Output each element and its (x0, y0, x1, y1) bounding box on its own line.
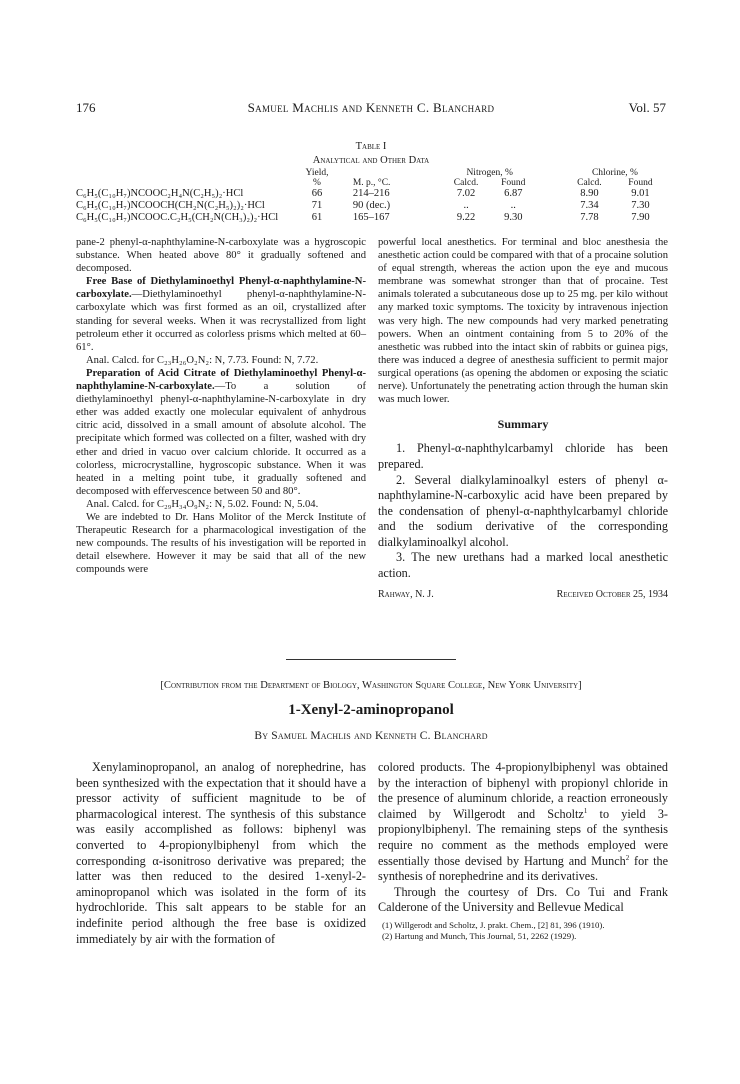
volume-label: Vol. 57 (628, 100, 666, 115)
chlorine-header: Chlorine, % (591, 168, 638, 178)
paragraph-text: to yield 3-propionylbiphenyl. The remaining steps of the synthesis require no comment as the methods employed were essentially those devised by Hartung and Munch (378, 806, 668, 868)
paragraph (378, 760, 668, 885)
analysis-line: Anal. Calcd. for C₂₉H₃₄O₉N₂: N, 5.02. Found: N, 5.04. (86, 498, 319, 510)
n-calcd-cell: .. (463, 200, 469, 211)
cl-calcd-header: Calcd. (577, 178, 602, 188)
n-found-header: Found (501, 178, 526, 188)
cl-found-cell: 7.90 (631, 212, 650, 223)
paragraph-text: for the synthesis of norephedrine and its derivatives. (378, 853, 668, 884)
yield-unit-header: % (313, 178, 321, 188)
paragraph-text: —Diethylaminoethyl phenyl-α-naphthylamine-N-carboxylate which was first formed as an oil, crystallized after standing for several weeks. When it was recrystallized from light petroleum ether it occurred as colorless prisms which melted at 60–61°. (76, 289, 366, 353)
yield-cell: 66 (311, 188, 323, 199)
mp-header: M. p., °C. (352, 178, 391, 188)
summary-item: 3. The new urethans had a marked local anesthetic action. (378, 550, 668, 581)
summary-heading: Summary (497, 417, 549, 432)
paragraph: Through the courtesy of Drs. Co Tui and Frank Calderone of the University and Bellevue Medical (378, 884, 668, 915)
yield-cell: 61 (311, 212, 323, 223)
cl-found-cell: 7.30 (631, 200, 650, 211)
paragraph-text: —To a solution of diethylaminoethyl phenyl-α-naphthylamine-N-carboxylate in dry ether was added exactly one molecular equivalent of anhydrous citric acid, dissolved in a small amount of absolute alcohol. The precipitate which formed was collected on a filter, washed with dry ether and dried in vacuo over calcium chloride. It occurred as a colorless, microcrystalline, hygroscopic substance. When it was heated in a melting point tube, it gradually softened and decomposed with effervescence between 50 and 80°. (76, 381, 366, 497)
cl-found-header: Found (628, 178, 653, 188)
table-subtitle: Analytical and Other Data (312, 155, 430, 166)
n-found-cell: 6.87 (504, 188, 523, 199)
yield-cell: 71 (311, 200, 323, 211)
summary-list (378, 441, 668, 581)
compound-cell: C₆H₅(C₁₀H₇)NCOOC₂H₄N(C₂H₅)₂·HCl (76, 188, 244, 199)
table-caption: Table I (355, 141, 387, 152)
section-heading: Free Base of Diethylaminoethyl Phenyl-α-naphthylamine-N-carboxylate. (76, 276, 366, 301)
cl-calcd-cell: 7.78 (580, 212, 599, 223)
table-row (76, 212, 666, 224)
analytical-data-table (76, 168, 666, 224)
paragraph: Xenylaminopropanol, an analog of norephedrine, has been synthesized with the expectation that it should have a pressor activity of sufficient magnitude to be of pharmacological interest. The synthesis of this substance was easily accomplished as follows: biphenyl was converted to 4-propionylbiphenyl from which the corresponding α-isonitroso derivative was prepared; the latter was then reduced to the desired 1-xenyl-2-aminopropanol which was isolated in the form of its hydrochloride. This salt appears to be stable for an indefinite period although the free base is oxidized immediately by air with the formation of (76, 760, 366, 946)
article-right-column (378, 760, 668, 942)
compound-cell: C₆H₅(C₁₀H₇)NCOOC.C₂H₅(CH₂N(CH₃)₂)₂·HCl (76, 212, 279, 223)
received-date: Received October 25, 1934 (556, 588, 668, 600)
footnote-ref[interactable]: 2 (625, 853, 630, 862)
cl-found-cell: 9.01 (631, 188, 650, 199)
footnote: (1) Willgerodt and Scholtz, J. prakt. Chem., [2] 81, 396 (1910). (382, 919, 605, 930)
summary-item: 1. Phenyl-α-naphthylcarbamyl chloride has been prepared. (378, 441, 668, 471)
paragraph-text: colored products. The 4-propionylbiphenyl was obtained by the interaction of biphenyl with propionyl chloride in the presence of aluminum chloride, a reaction erroneously claimed by Willgerodt and Scholtz (378, 760, 668, 821)
article-left-column (76, 760, 366, 947)
cl-calcd-cell: 8.90 (580, 188, 599, 199)
section-heading: Preparation of Acid Citrate of Diethylaminoethyl Phenyl-α-naphthylamine-N-carboxylate. (76, 367, 366, 393)
footnote: (2) Hartung and Munch, This Journal, 51, 2262 (1929). (382, 930, 577, 941)
paragraph: pane-2 phenyl-α-naphthylamine-N-carboxylate was a hygroscopic substance. When heated above 80° it gradually softened and decomposed. (76, 237, 366, 275)
paragraph: powerful local anesthetics. For terminal and bloc anesthesia the anesthetic action could be compared with that of a procaine solution of equal strength, whereas the action upon the eye and mucous membrane was somewhat stronger than that of procaine. Test animals tolerated a subcutaneous dose up to 25 mg. per kilo without any marked toxic symptoms. The toxicity by intravenous injection was very high. The new compounds had very marked penetrating powers. When an ointment containing from 5 to 20% of the anesthetic was rubbed into the intact skin of rabbits or guinea pigs, there was induced a degree of anesthesia sufficient to permit major surgical operations (as opening the abdomen or exposing the sciatic nerve). Unfortunately the penetrating action through the human skin was much lower. (378, 237, 668, 406)
paragraph (76, 275, 366, 354)
paragraph: We are indebted to Dr. Hans Molitor of the Merck Institute of Therapeutic Research for a pharmacological investigation of the new compounds. The results of his investigation will be reported in detail elsewhere. However it may be said that all of the new compounds were (76, 511, 366, 576)
n-found-cell: .. (510, 200, 516, 211)
page-number: 176 (76, 100, 96, 115)
n-found-cell: 9.30 (504, 212, 523, 223)
mp-cell: 165–167 (352, 212, 390, 223)
article-title: 1-Xenyl-2-aminopropanol (288, 702, 454, 718)
right-column-top (378, 236, 668, 601)
mp-cell: 214–216 (352, 188, 390, 199)
n-calcd-header: Calcd. (453, 178, 479, 188)
yield-header: Yield, (305, 168, 329, 178)
compound-cell: C₆H₅(C₁₀H₇)NCOOCH(CH₂N(C₂H₅)₂)₂·HCl (76, 200, 265, 211)
analysis-line: Anal. Calcd. for C₂₃H₂₆O₂N₂: N, 7.73. Found: N, 7.72. (86, 354, 319, 366)
n-calcd-cell: 7.02 (456, 188, 476, 199)
section-divider (286, 659, 456, 660)
table-row (76, 200, 666, 212)
contribution-line: [Contribution from the Department of Biology, Washington Square College, New York University] (160, 680, 582, 691)
cl-calcd-cell: 7.34 (580, 200, 599, 211)
nitrogen-header: Nitrogen, % (466, 168, 513, 178)
running-title: Samuel Machlis and Kenneth C. Blanchard (247, 100, 495, 115)
place: Rahway, N. J. (378, 588, 434, 600)
table-row (76, 188, 666, 200)
byline: By Samuel Machlis and Kenneth C. Blanchard (254, 730, 488, 742)
n-calcd-cell: 9.22 (456, 212, 476, 223)
summary-item: 2. Several dialkylaminoalkyl esters of phenyl α-naphthylamine-N-carboxylic acid have been prepared by the condensation of phenyl-α-naphthylcarbamyl chloride and the sodium derivative of the corresponding dialkylaminoalkyl alcohol. (378, 472, 668, 549)
page-header (76, 100, 666, 116)
dateline (378, 588, 668, 601)
paragraph (76, 367, 366, 498)
left-column-top (76, 236, 366, 576)
footnote-ref[interactable]: 1 (583, 806, 588, 815)
mp-cell: 90 (dec.) (352, 200, 391, 211)
